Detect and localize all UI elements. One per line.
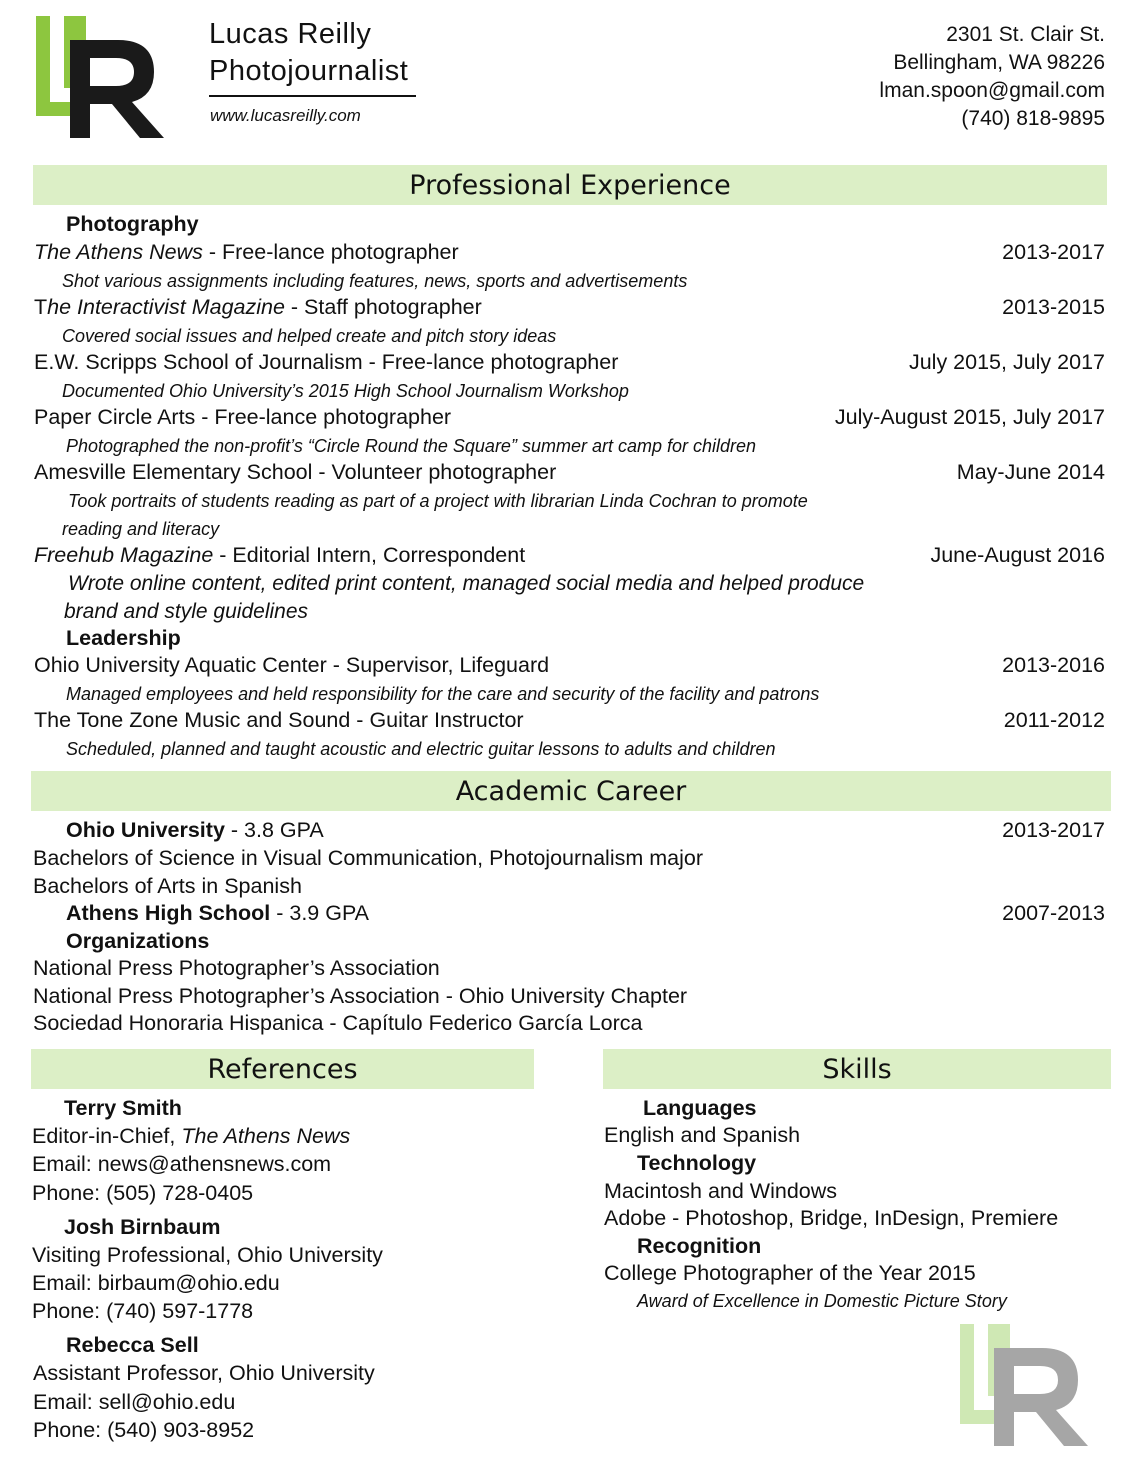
academic-section-bar <box>31 771 1111 811</box>
technology-text: Macintosh and Windows <box>604 1179 838 1203</box>
job-dates: June-August 2016 <box>930 543 1105 567</box>
job-row <box>34 460 1105 487</box>
school-gpa: - 3.9 GPA <box>270 901 370 925</box>
address-line-2: Bellingham, WA 98226 <box>893 51 1105 74</box>
technology-heading: Technology <box>637 1151 757 1175</box>
email-link[interactable]: lman.spoon@gmail.com <box>879 79 1105 102</box>
job-description: Covered social issues and helped create and pitch story ideas <box>62 326 557 346</box>
degree-line: Bachelors of Arts in Spanish <box>33 874 302 898</box>
organization-item: National Press Photographer’s Association - Ohio University Chapter <box>33 984 688 1008</box>
reference-phone: Phone: (540) 903-8952 <box>33 1418 255 1442</box>
skills-heading: Skills <box>822 1054 892 1085</box>
lr-logo <box>36 16 168 140</box>
website-link[interactable]: www.lucasreilly.com <box>210 106 361 125</box>
job-row <box>34 543 1105 570</box>
job-org-prefix: T <box>34 295 48 319</box>
leadership-row <box>34 708 1105 735</box>
academic-heading: Academic Career <box>455 776 687 807</box>
reference-role: Editor-in-Chief, The Athens News <box>32 1124 351 1148</box>
name: Lucas Reilly <box>209 18 372 50</box>
leadership-row <box>34 653 1105 680</box>
school-dates: 2007-2013 <box>1002 901 1105 925</box>
reference-role: Visiting Professional, Ohio University <box>32 1243 383 1267</box>
organization-item: Sociedad Honoraria Hispanica - Capítulo Federico García Lorca <box>33 1011 643 1035</box>
job-org: he Interactivist Magazine <box>47 295 285 319</box>
leadership-description: Managed employees and held responsibility for the care and security of the facility and patrons <box>66 684 820 704</box>
job-description: Wrote online content, edited print content, managed social media and helped produce <box>68 572 865 595</box>
leadership-description: Scheduled, planned and taught acoustic and electric guitar lessons to adults and children <box>66 739 776 759</box>
reference-phone: Phone: (740) 597-1778 <box>32 1299 254 1323</box>
job-org: E.W. Scripps School of Journalism - Free-lance photographer <box>34 350 619 374</box>
leadership-org: The Tone Zone Music and Sound - Guitar Instructor <box>34 708 524 732</box>
references-section-bar <box>31 1049 534 1089</box>
address-line-1: 2301 St. Clair St. <box>946 23 1105 46</box>
reference-email[interactable]: Email: sell@ohio.edu <box>33 1390 236 1414</box>
phone-number: (740) 818-9895 <box>961 107 1105 130</box>
job-dates: July-August 2015, July 2017 <box>834 405 1105 429</box>
school-name: Ohio University <box>66 818 225 842</box>
experience-heading: Professional Experience <box>409 170 731 201</box>
job-description: Documented Ohio University’s 2015 High School Journalism Workshop <box>62 381 629 401</box>
skills-section-bar <box>603 1049 1111 1089</box>
job-org: Freehub Magazine <box>34 543 214 567</box>
job-row <box>34 405 1105 432</box>
reference-email[interactable]: Email: birbaum@ohio.edu <box>32 1271 280 1295</box>
job-row <box>34 350 1105 377</box>
school-row <box>34 901 1105 928</box>
job-title: Photojournalist <box>209 55 409 87</box>
job-dates: 2013-2015 <box>1002 295 1105 319</box>
recognition-heading: Recognition <box>637 1234 762 1258</box>
job-role: - Editorial Intern, Correspondent <box>213 543 526 567</box>
references-heading: References <box>207 1054 358 1085</box>
job-org: Amesville Elementary School - Volunteer photographer <box>34 460 557 484</box>
reference-role: Assistant Professor, Ohio University <box>33 1361 375 1385</box>
job-role: - Free-lance photographer <box>202 240 459 264</box>
job-dates: July 2015, July 2017 <box>908 350 1105 374</box>
leadership-dates: 2011-2012 <box>1003 708 1105 732</box>
award-text: College Photographer of the Year 2015 <box>604 1261 976 1285</box>
leadership-dates: 2013-2016 <box>1002 653 1105 677</box>
photography-heading: Photography <box>66 212 199 236</box>
job-description-cont: brand and style guidelines <box>64 600 309 623</box>
job-description: Took portraits of students reading as part of a project with librarian Linda Cochran to promote <box>68 491 808 511</box>
reference-email[interactable]: Email: news@athensnews.com <box>32 1152 332 1176</box>
job-description: Shot various assignments including features, news, sports and advertisements <box>62 271 688 291</box>
job-row <box>34 240 1105 267</box>
job-row <box>34 295 1105 322</box>
experience-section-bar <box>33 165 1107 205</box>
organization-item: National Press Photographer’s Association <box>33 956 440 980</box>
school-dates: 2013-2017 <box>1002 818 1105 842</box>
school-row <box>34 818 1105 845</box>
reference-name: Josh Birnbaum <box>64 1215 221 1239</box>
reference-phone: Phone: (505) 728-0405 <box>32 1181 254 1205</box>
leadership-heading: Leadership <box>66 626 181 650</box>
job-description-cont: reading and literacy <box>62 519 220 539</box>
degree-line: Bachelors of Science in Visual Communication, Photojournalism major <box>33 846 704 870</box>
award-detail: Award of Excellence in Domestic Picture Story <box>637 1291 1007 1311</box>
header-divider <box>209 95 416 97</box>
reference-name: Terry Smith <box>64 1096 182 1120</box>
job-dates: 2013-2017 <box>1002 240 1105 264</box>
job-description: Photographed the non-profit’s “Circle Round the Square” summer art camp for children <box>66 436 757 456</box>
job-dates: May-June 2014 <box>956 460 1105 484</box>
job-org: The Athens News <box>34 240 203 264</box>
school-name: Athens High School <box>66 901 271 925</box>
school-gpa: - 3.8 GPA <box>224 818 324 842</box>
technology-text: Adobe - Photoshop, Bridge, InDesign, Premiere <box>604 1206 1059 1230</box>
organizations-heading: Organizations <box>66 929 210 953</box>
languages-heading: Languages <box>643 1096 757 1120</box>
job-org: Paper Circle Arts - Free-lance photographer <box>34 405 452 429</box>
leadership-org: Ohio University Aquatic Center - Supervisor, Lifeguard <box>34 653 550 677</box>
job-role: - Staff photographer <box>284 295 482 319</box>
reference-name: Rebecca Sell <box>66 1333 199 1357</box>
languages-text: English and Spanish <box>604 1123 801 1147</box>
lr-watermark-logo <box>960 1324 1092 1448</box>
